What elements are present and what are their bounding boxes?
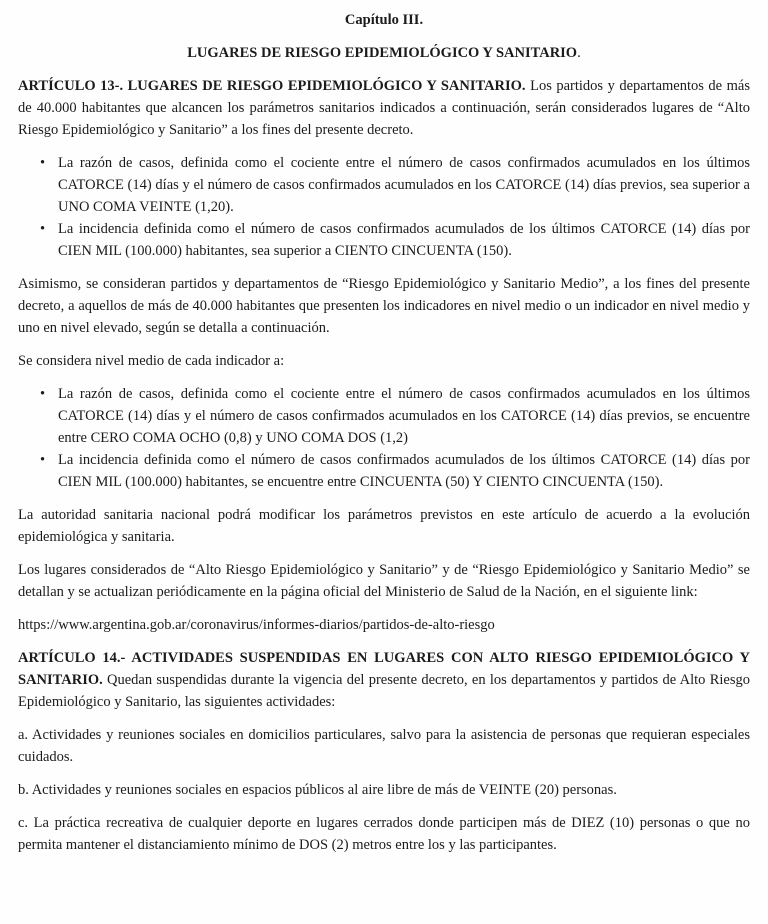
suspended-activity-item-b: b. Actividades y reuniones sociales en espacios públicos al aire libre de más de VEINTE (20) personas.	[18, 782, 617, 798]
medium-level-criteria-list	[18, 383, 750, 493]
high-risk-bullet-incidence: • La incidencia definida como el número de casos confirmados acumulados de los últimos CATORCE (14) días por CIEN MIL (100.000) habitantes, sea superior a CIENTO CINCUENTA (150).	[40, 218, 750, 262]
suspended-activity-item-c: c. La práctica recreativa de cualquier deporte en lugares cerrados donde participen más de DIEZ (10) personas o que no permita mantener el distanciamiento mínimo de DOS (2) metros entre los y las participantes.	[18, 815, 750, 853]
medium-level-bullet-case-ratio: • La razón de casos, definida como el cociente entre el número de casos confirmados acumulados en los últimos CATORCE (14) días y el número de casos confirmados acumulados en los CATORCE (14) días previos, se encuentre entre CERO COMA OCHO (0,8) y UNO COMA DOS (1,2)	[40, 383, 750, 449]
article-13-body: Los partidos y departamentos de más de 40.000 habitantes que alcancen los parámetros sanitarios indicados a continuación, serán considerados lugares de “Alto Riesgo Epidemiológico y Sanitario” a los fines del presente decreto.	[18, 78, 750, 138]
article-14-paragraph	[18, 647, 750, 713]
high-risk-bullet-case-ratio: • La razón de casos, definida como el cociente entre el número de casos confirmados acumulados en los últimos CATORCE (14) días y el número de casos confirmados acumulados en los CATORCE (14) días previos, sea superior a UNO COMA VEINTE (1,20).	[40, 152, 750, 218]
section-heading-period: .	[577, 45, 581, 61]
section-heading-text: LUGARES DE RIESGO EPIDEMIOLÓGICO Y SANITARIO	[187, 45, 578, 61]
chapter-heading: Capítulo III.	[344, 12, 424, 28]
link-url: https://www.argentina.gob.ar/coronavirus/informes-diarios/partidos-de-alto-riesgo	[18, 617, 495, 633]
suspended-activity-item-a: a. Actividades y reuniones sociales en domicilios particulares, salvo para la asistencia de personas que requieran especiales cuidados.	[18, 727, 750, 765]
article-13-paragraph	[18, 75, 750, 141]
paragraph-places-published: Los lugares considerados de “Alto Riesgo Epidemiológico y Sanitario” y de “Riesgo Epidemiológico y Sanitario Medio” se detallan y se actualizan periódicamente en la página oficial del Ministerio de Salud de la Nación, en el siguiente link:	[18, 562, 750, 600]
article-14-body: Quedan suspendidas durante la vigencia del presente decreto, en los departamentos y partidos de Alto Riesgo Epidemiológico y Sanitario, las siguientes actividades:	[18, 672, 750, 710]
paragraph-medium-level-intro: Se considera nivel medio de cada indicador a:	[18, 353, 285, 369]
paragraph-health-authority: La autoridad sanitaria nacional podrá modificar los parámetros previstos en este artículo de acuerdo a la evolución epidemiológica y sanitaria.	[18, 507, 750, 545]
paragraph-medium-risk-definition: Asimismo, se consideran partidos y departamentos de “Riesgo Epidemiológico y Sanitario Medio”, a los fines del presente decreto, a aquellos de más de 40.000 habitantes que presenten los indicadores en nivel medio o un indicador en nivel medio y uno en nivel elevado, según se detalla a continuación.	[18, 276, 750, 336]
article-13-lead: ARTÍCULO 13-. LUGARES DE RIESGO EPIDEMIOLÓGICO Y SANITARIO.	[18, 78, 526, 94]
article-14-lead: ARTÍCULO 14.- ACTIVIDADES SUSPENDIDAS EN LUGARES CON ALTO RIESGO EPIDEMIOLÓGICO Y SANITARIO.	[18, 650, 750, 688]
medium-level-bullet-incidence: • La incidencia definida como el número de casos confirmados acumulados de los últimos CATORCE (14) días por CIEN MIL (100.000) habitantes, se encuentre entre CINCUENTA (50) Y CIENTO CINCUENTA (150).	[40, 449, 750, 493]
section-heading	[18, 42, 750, 64]
high-risk-criteria-list	[18, 152, 750, 262]
